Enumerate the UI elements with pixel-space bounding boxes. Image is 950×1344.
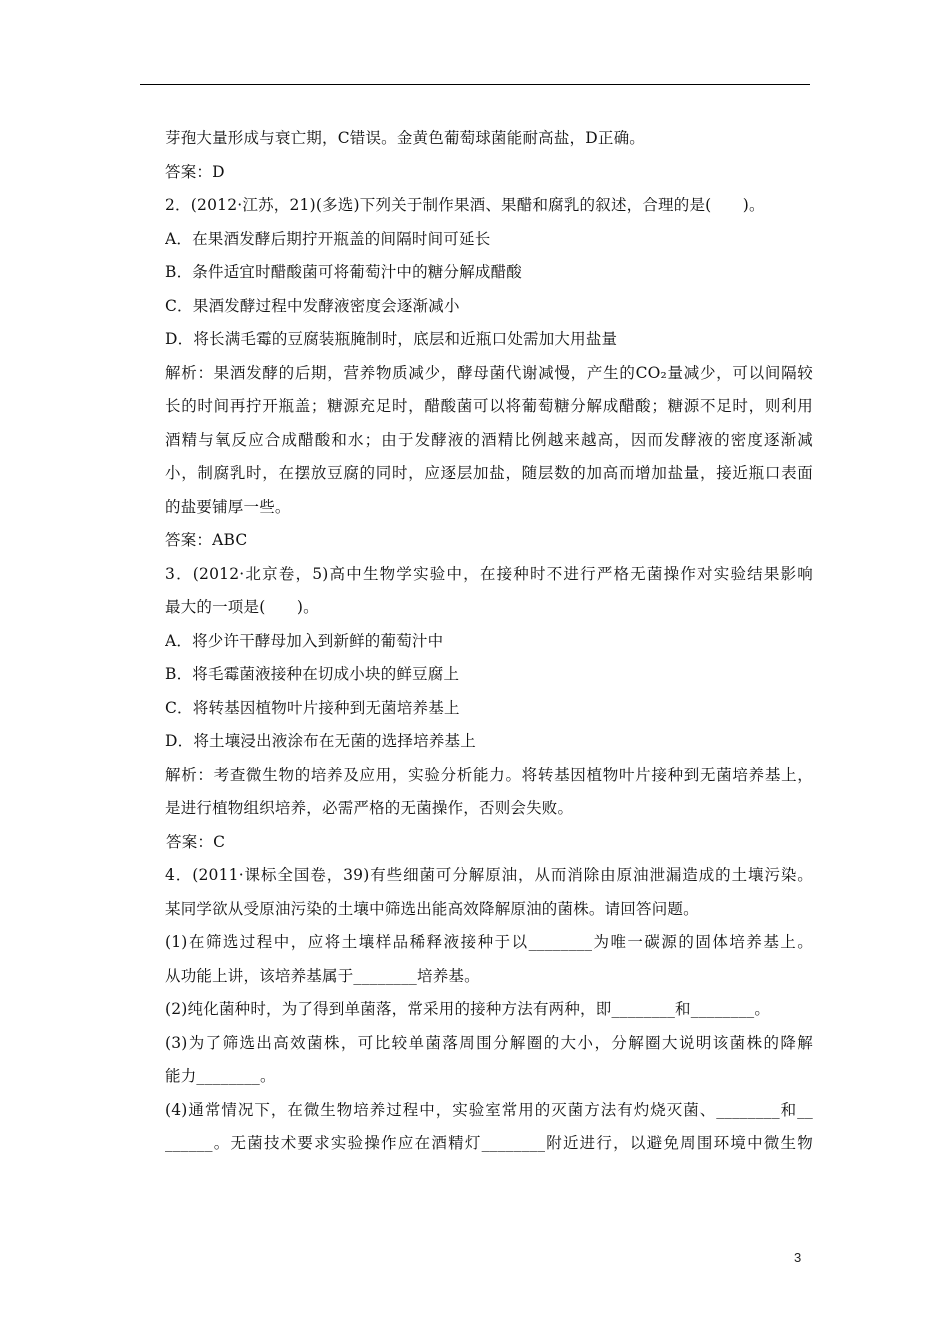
- question-4-stem: 4．(2011·课标全国卷，39)有些细菌可分解原油，从而消除由原油泄漏造成的土壤污染。: [165, 866, 813, 884]
- question-4-part-4: ______。无菌技术要求实验操作应在酒精灯________附近进行，以避免周围环境中微生物: [165, 1134, 813, 1152]
- question-4-part-4: (4)通常情况下，在微生物培养过程中，实验室常用的灭菌方法有灼烧灭菌、________和__: [165, 1100, 813, 1119]
- question-4-part-1: (1)在筛选过程中，应将土壤样品稀释液接种于以________为唯一碳源的固体培养基上。: [165, 933, 813, 951]
- question-3-option-b: B．将毛霉菌液接种在切成小块的鲜豆腐上: [165, 665, 460, 683]
- question-3-option-a: A．将少许干酵母加入到新鲜的葡萄汁中: [165, 631, 444, 650]
- explanation-line: 长的时间再拧开瓶盖；糖源充足时，醋酸菌可以将葡萄糖分解成醋酸；糖源不足时，则利用: [165, 397, 813, 415]
- answer-line: 答案：ABC: [165, 531, 248, 549]
- question-2-option-d: D．将长满毛霉的豆腐装瓶腌制时，底层和近瓶口处需加大用盐量: [165, 330, 618, 348]
- explanation-line: 小，制腐乳时，在摆放豆腐的同时，应逐层加盐，随层数的加高而增加盐量，接近瓶口表面: [165, 464, 813, 482]
- answer-line: [165, 826, 813, 860]
- explanation-line: 是进行植物组织培养，必需严格的无菌操作，否则会失败。: [165, 799, 574, 817]
- question-4-part-1: 从功能上讲，该培养基属于________培养基。: [165, 966, 480, 985]
- answer-line: 答案：D: [165, 162, 225, 181]
- question-3-option-d: D．将土壤浸出液涂布在无菌的选择培养基上: [165, 732, 476, 750]
- explanation-line: 酒精与氧反应合成醋酸和水；由于发酵液的酒精比例越来越高，因而发酵液的密度逐渐减: [165, 430, 813, 449]
- header-rule: [140, 84, 810, 85]
- explanation-line: 的盐要铺厚一些。: [165, 497, 291, 516]
- question-2-option-b: B．条件适宜时醋酸菌可将葡萄汁中的糖分解成醋酸: [165, 263, 522, 281]
- page-number: 3: [794, 1250, 802, 1265]
- question-4-stem: 某同学欲从受原油污染的土壤中筛选出能高效降解原油的菌株。请回答问题。: [165, 899, 699, 918]
- question-3-stem: 3．(2012·北京卷，5)高中生物学实验中，在接种时不进行严格无菌操作对实验结果影响: [165, 564, 813, 583]
- explanation-line: 解析：考查微生物的培养及应用，实验分析能力。将转基因植物叶片接种到无菌培养基上，: [165, 765, 813, 784]
- question-4-part-3: 能力________。: [165, 1067, 276, 1085]
- document-body: [165, 122, 813, 1161]
- question-2-stem: 2．(2012·江苏，21)(多选)下列关于制作果酒、果醋和腐乳的叙述，合理的是( )。: [165, 196, 765, 214]
- explanation-line: 解析：果酒发酵的后期，营养物质减少，酵母菌代谢减慢，产生的CO₂量减少，可以间隔较: [165, 363, 813, 382]
- question-4-part-2: (2)纯化菌种时，为了得到单菌落，常采用的接种方法有两种，即________和________。: [165, 1000, 771, 1018]
- question-3-option-c: C．将转基因植物叶片接种到无菌培养基上: [165, 698, 460, 717]
- question-4-part-3: (3)为了筛选出高效菌株，可比较单菌落周围分解圈的大小，分解圈大说明该菌株的降解: [165, 1033, 813, 1052]
- question-2-option-c: C．果酒发酵过程中发酵液密度会逐渐减小: [165, 296, 460, 315]
- answer-text: 答案：C: [166, 832, 226, 851]
- question-2-option-a: A．在果酒发酵后期拧开瓶盖的间隔时间可延长: [165, 229, 491, 248]
- text-line: 芽孢大量形成与衰亡期，C错误。金黄色葡萄球菌能耐高盐，D正确。: [165, 129, 645, 147]
- question-3-stem: 最大的一项是( )。: [165, 598, 319, 616]
